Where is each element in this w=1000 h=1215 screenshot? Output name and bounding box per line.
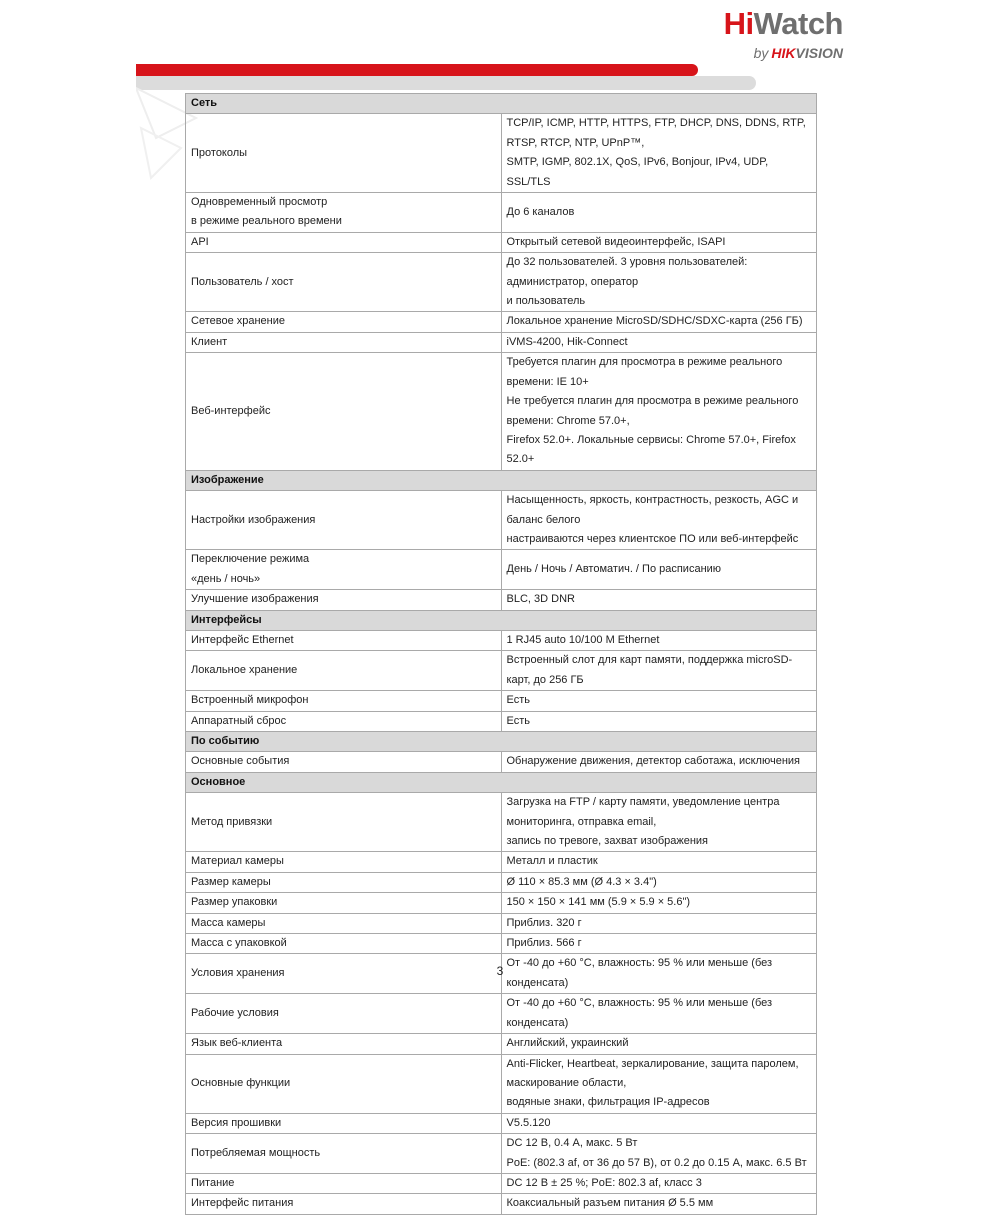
spec-row [186,852,817,872]
spec-value-line: настраиваются через клиентское ПО или веб-интерфейс [506,532,799,545]
spec-value [501,1134,817,1174]
spec-row [186,312,817,332]
spec-key [186,491,502,550]
spec-row [186,913,817,933]
spec-value-line: Металл и пластик [506,855,598,868]
spec-value-line: Не требуется плагин для просмотра в режиме реального времени: Chrome 57.0+, [506,395,799,427]
spec-value [501,232,817,252]
spec-key-line: API [191,235,209,248]
spec-row [186,1194,817,1214]
section-header-row [186,94,817,114]
spec-key [186,193,502,233]
spec-row [186,114,817,193]
section-title: Сеть [186,94,817,114]
spec-key-line: Одновременный просмотр [191,196,328,209]
spec-value [501,752,817,772]
spec-row [186,893,817,913]
spec-value-line: PoE: (802.3 af, от 36 до 57 В), от 0.2 до 0.15 А, макс. 6.5 Вт [506,1156,807,1169]
spec-value [501,353,817,470]
spec-key [186,1194,502,1214]
spec-row [186,232,817,252]
spec-key-line: Питание [191,1176,235,1189]
spec-value-line: V5.5.120 [506,1116,551,1129]
spec-key [186,1034,502,1054]
spec-value [501,630,817,650]
spec-key [186,353,502,470]
spec-value [501,691,817,711]
spec-key [186,253,502,312]
spec-value-line: DC 12 В, 0.4 А, макс. 5 Вт [506,1137,638,1150]
spec-key-line: Локальное хранение [191,664,298,677]
spec-row [186,1134,817,1174]
spec-key-line: Пользователь / хост [191,275,294,288]
spec-value [501,893,817,913]
spec-value [501,711,817,731]
spec-value-line: SMTP, IGMP, 802.1X, QoS, IPv6, Bonjour, IPv4, UDP, SSL/TLS [506,156,769,188]
spec-key [186,332,502,352]
spec-value-line: До 32 пользователей. 3 уровня пользователей: администратор, оператор [506,256,748,288]
spec-value [501,114,817,193]
spec-value [501,1194,817,1214]
spec-key-line: Основные события [191,755,290,768]
spec-value-line: Ø 110 × 85.3 мм (Ø 4.3 × 3.4") [506,875,657,888]
spec-row [186,590,817,610]
spec-value [501,651,817,691]
spec-key [186,793,502,852]
spec-value-line: До 6 каналов [506,205,575,218]
spec-key-line: Улучшение изображения [191,593,319,606]
spec-key-line: Масса камеры [191,916,266,929]
logo-wordmark: HiWatch [723,6,843,41]
spec-row [186,934,817,954]
spec-key [186,114,502,193]
spec-value [501,1173,817,1193]
spec-key [186,711,502,731]
spec-value-line: Коаксиальный разъем питания Ø 5.5 мм [506,1197,714,1210]
spec-key-line: Аппаратный сброс [191,714,287,727]
spec-value-line: запись по тревоге, захват изображения [506,835,709,848]
spec-row [186,711,817,731]
spec-key [186,934,502,954]
header-gray-bar [136,76,756,90]
section-header-row [186,470,817,490]
spec-value-line: Насыщенность, яркость, контрастность, резкость, AGC и баланс белого [506,494,799,526]
spec-row [186,491,817,550]
spec-key [186,312,502,332]
spec-value [501,312,817,332]
spec-value [501,550,817,590]
spec-value-line: Встроенный слот для карт памяти, поддержка microSD-карт, до 256 ГБ [506,654,793,686]
section-title: Изображение [186,470,817,490]
spec-key-line: Клиент [191,335,228,348]
spec-row [186,1034,817,1054]
spec-row [186,793,817,852]
spec-key-line: Сетевое хранение [191,315,286,328]
spec-key [186,630,502,650]
spec-row [186,253,817,312]
spec-value-line: От -40 до +60 °C, влажность: 95 % или меньше (без конденсата) [506,957,773,989]
spec-key-line: Настройки изображения [191,513,316,526]
spec-key-line: Версия прошивки [191,1116,282,1129]
spec-row [186,651,817,691]
spec-value [501,793,817,852]
spec-value [501,590,817,610]
spec-value-line: Английский, украинский [506,1037,629,1050]
section-title: Интерфейсы [186,610,817,630]
spec-value [501,193,817,233]
spec-key-line: Потребляемая мощность [191,1146,321,1159]
spec-key-line: «день / ночь» [191,572,261,585]
spec-value [501,1034,817,1054]
spec-value-line: Приблиз. 320 г [506,916,582,929]
spec-value-line: Требуется плагин для просмотра в режиме реального времени: IE 10+ [506,356,783,388]
spec-row [186,353,817,470]
spec-value [501,852,817,872]
spec-key-line: Масса с упаковкой [191,937,287,950]
spec-value-line: 1 RJ45 auto 10/100 M Ethernet [506,633,660,646]
spec-key [186,872,502,892]
spec-value [501,913,817,933]
spec-key-line: Размер камеры [191,875,271,888]
spec-key-line: Язык веб-клиента [191,1037,283,1050]
spec-value-line: Приблиз. 566 г [506,937,582,950]
spec-key-line: Переключение режима [191,553,310,566]
spec-key [186,232,502,252]
section-title: Основное [186,772,817,792]
spec-value [501,872,817,892]
spec-key [186,550,502,590]
spec-key [186,691,502,711]
spec-value-line: TCP/IP, ICMP, HTTP, HTTPS, FTP, DHCP, DNS, DDNS, RTP, RTSP, RTCP, NTP, UPnP™, [506,117,806,149]
spec-row [186,1173,817,1193]
spec-value [501,491,817,550]
spec-value-line: Обнаружение движения, детектор саботажа, исключения [506,755,800,768]
spec-value-line: День / Ночь / Автоматич. / По расписанию [506,563,722,576]
spec-value-line: 150 × 150 × 141 мм (5.9 × 5.9 × 5.6") [506,896,691,909]
spec-value-line: Открытый сетевой видеоинтерфейс, ISAPI [506,235,726,248]
spec-value [501,1054,817,1113]
spec-key-line: Интерфейс питания [191,1197,294,1210]
spec-value-line: DC 12 В ± 25 %; PoE: 802.3 af, класс 3 [506,1176,702,1189]
spec-value [501,332,817,352]
spec-value-line: Локальное хранение MicroSD/SDHC/SDXC-карта (256 ГБ) [506,315,803,328]
spec-key [186,651,502,691]
spec-value-line: водяные знаки, фильтрация IP-адресов [506,1096,710,1109]
spec-row [186,872,817,892]
spec-key-line: Рабочие условия [191,1006,279,1019]
spec-row [186,1054,817,1113]
spec-row [186,752,817,772]
spec-value-line: Anti-Flicker, Heartbeat, зеркалирование, защита паролем, маскирование области, [506,1057,799,1089]
spec-key-line: Интерфейс Ethernet [191,633,294,646]
spec-value-line: Есть [506,714,530,727]
hiwatch-logo [693,8,843,68]
spec-row [186,630,817,650]
spec-key [186,1173,502,1193]
spec-key [186,590,502,610]
spec-row [186,691,817,711]
spec-row [186,550,817,590]
spec-value-line: и пользователь [506,295,586,308]
spec-key [186,852,502,872]
spec-value-line: Загрузка на FTP / карту памяти, уведомление центра мониторинга, отправка email, [506,796,780,828]
spec-key-line: Протоколы [191,146,248,159]
spec-value-line: Firefox 52.0+. Локальные сервисы: Chrome 57.0+, Firefox 52.0+ [506,433,796,466]
spec-key-line: Основные функции [191,1076,291,1089]
spec-row [186,332,817,352]
page-number: 3 [496,964,504,978]
section-header-row [186,610,817,630]
spec-key [186,752,502,772]
spec-key [186,893,502,913]
logo-tagline: by HIKVISION [753,45,843,61]
spec-key-line: Встроенный микрофон [191,694,309,707]
spec-row [186,1113,817,1133]
spec-key-line: в режиме реального времени [191,215,342,228]
spec-value [501,1113,817,1133]
spec-key [186,1054,502,1113]
spec-value [501,253,817,312]
spec-row [186,193,817,233]
spec-key [186,1113,502,1133]
spec-value-line: От -40 до +60 °C, влажность: 95 % или меньше (без конденсата) [506,997,773,1029]
section-title: По событию [186,732,817,752]
spec-key-line: Веб-интерфейс [191,404,271,417]
spec-key [186,1134,502,1174]
specifications-table [185,93,817,1215]
section-header-row [186,772,817,792]
spec-value-line: iVMS-4200, Hik-Connect [506,335,628,348]
header-red-bar [136,64,698,76]
spec-key-line: Материал камеры [191,855,284,868]
spec-key-line: Условия хранения [191,967,285,980]
spec-key-line: Размер упаковки [191,896,278,909]
spec-key [186,913,502,933]
spec-value-line: BLC, 3D DNR [506,593,575,606]
section-header-row [186,732,817,752]
spec-key-line: Метод привязки [191,815,273,828]
spec-value-line: Есть [506,694,530,707]
spec-value [501,934,817,954]
